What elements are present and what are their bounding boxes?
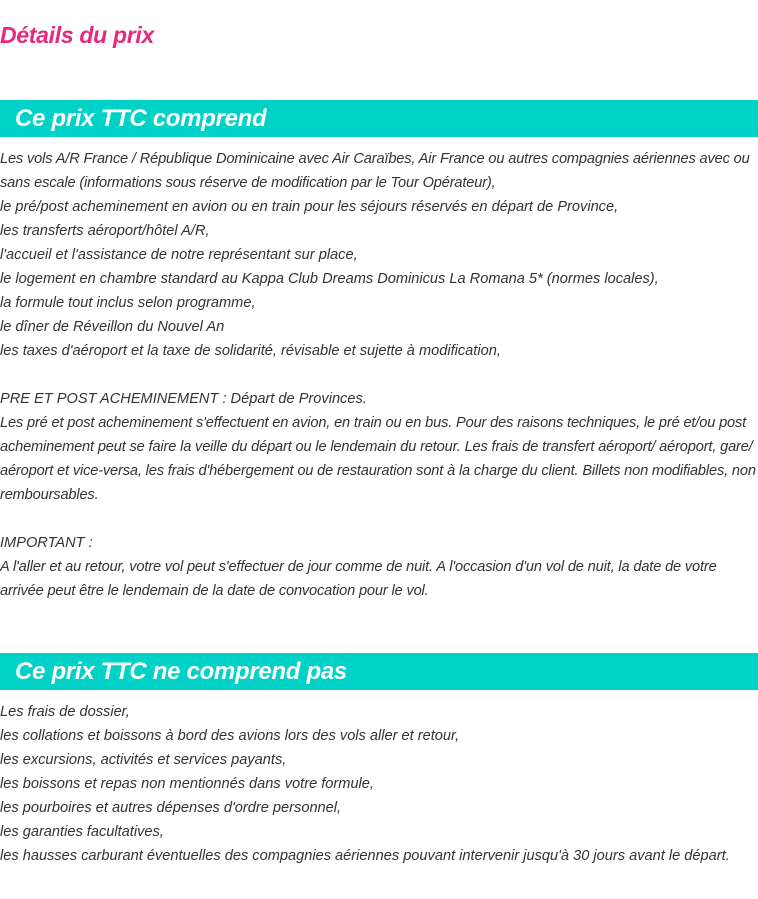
included-item: l'accueil et l'assistance de notre représentant sur place,: [0, 247, 358, 263]
pre-post-title: PRE ET POST ACHEMINEMENT : Départ de Provinces.: [0, 391, 367, 407]
included-section-header: Ce prix TTC comprend: [0, 100, 758, 137]
excluded-item: les hausses carburant éventuelles des compagnies aériennes pouvant intervenir jusqu'à 30 jours avant le départ.: [0, 848, 730, 864]
excluded-section-header: Ce prix TTC ne comprend pas: [0, 653, 758, 690]
included-item: les transferts aéroport/hôtel A/R,: [0, 223, 210, 239]
included-item: le logement en chambre standard au Kappa Club Dreams Dominicus La Romana 5* (normes locales),: [0, 271, 659, 287]
included-section-body: [0, 147, 758, 603]
included-item: la formule tout inclus selon programme,: [0, 295, 256, 311]
excluded-item: les collations et boissons à bord des avions lors des vols aller et retour,: [0, 728, 460, 744]
included-item: les taxes d'aéroport et la taxe de solidarité, révisable et sujette à modification,: [0, 343, 501, 359]
paragraph-spacer: [0, 363, 758, 387]
page-title: Détails du prix: [0, 22, 154, 48]
excluded-section-body: [0, 700, 758, 868]
excluded-item: les garanties facultatives,: [0, 824, 164, 840]
excluded-item: les excursions, activités et services payants,: [0, 752, 287, 768]
important-title: IMPORTANT :: [0, 535, 93, 551]
excluded-item: les boissons et repas non mentionnés dans votre formule,: [0, 776, 374, 792]
included-item: le pré/post acheminement en avion ou en train pour les séjours réservés en départ de Province,: [0, 199, 619, 215]
paragraph-spacer: [0, 507, 758, 531]
excluded-item: les pourboires et autres dépenses d'ordre personnel,: [0, 800, 342, 816]
pre-post-text: Les pré et post acheminement s'effectuent en avion, en train ou en bus. Pour des raisons techniques, le pré et/ou post acheminement peut se faire la veille du départ ou le lendemain du retour. Les frais de transfert aéroport/ aéroport, gare/ aéroport et vice-versa, les frais d'hébergement ou de restauration sont à la charge du client. Billets non modifiables, non remboursables.: [0, 415, 756, 503]
included-item: Les vols A/R France / République Dominicaine avec Air Caraïbes, Air France ou autres compagnies aériennes avec ou sans escale (informations sous réserve de modification par le Tour Opérateur),: [0, 151, 750, 191]
excluded-item: Les frais de dossier,: [0, 704, 130, 720]
important-text: A l'aller et au retour, votre vol peut s'effectuer de jour comme de nuit. A l'occasion d'un vol de nuit, la date de votre arrivée peut être le lendemain de la date de convocation pour le vol.: [0, 559, 717, 599]
included-item: le dîner de Réveillon du Nouvel An: [0, 319, 225, 335]
